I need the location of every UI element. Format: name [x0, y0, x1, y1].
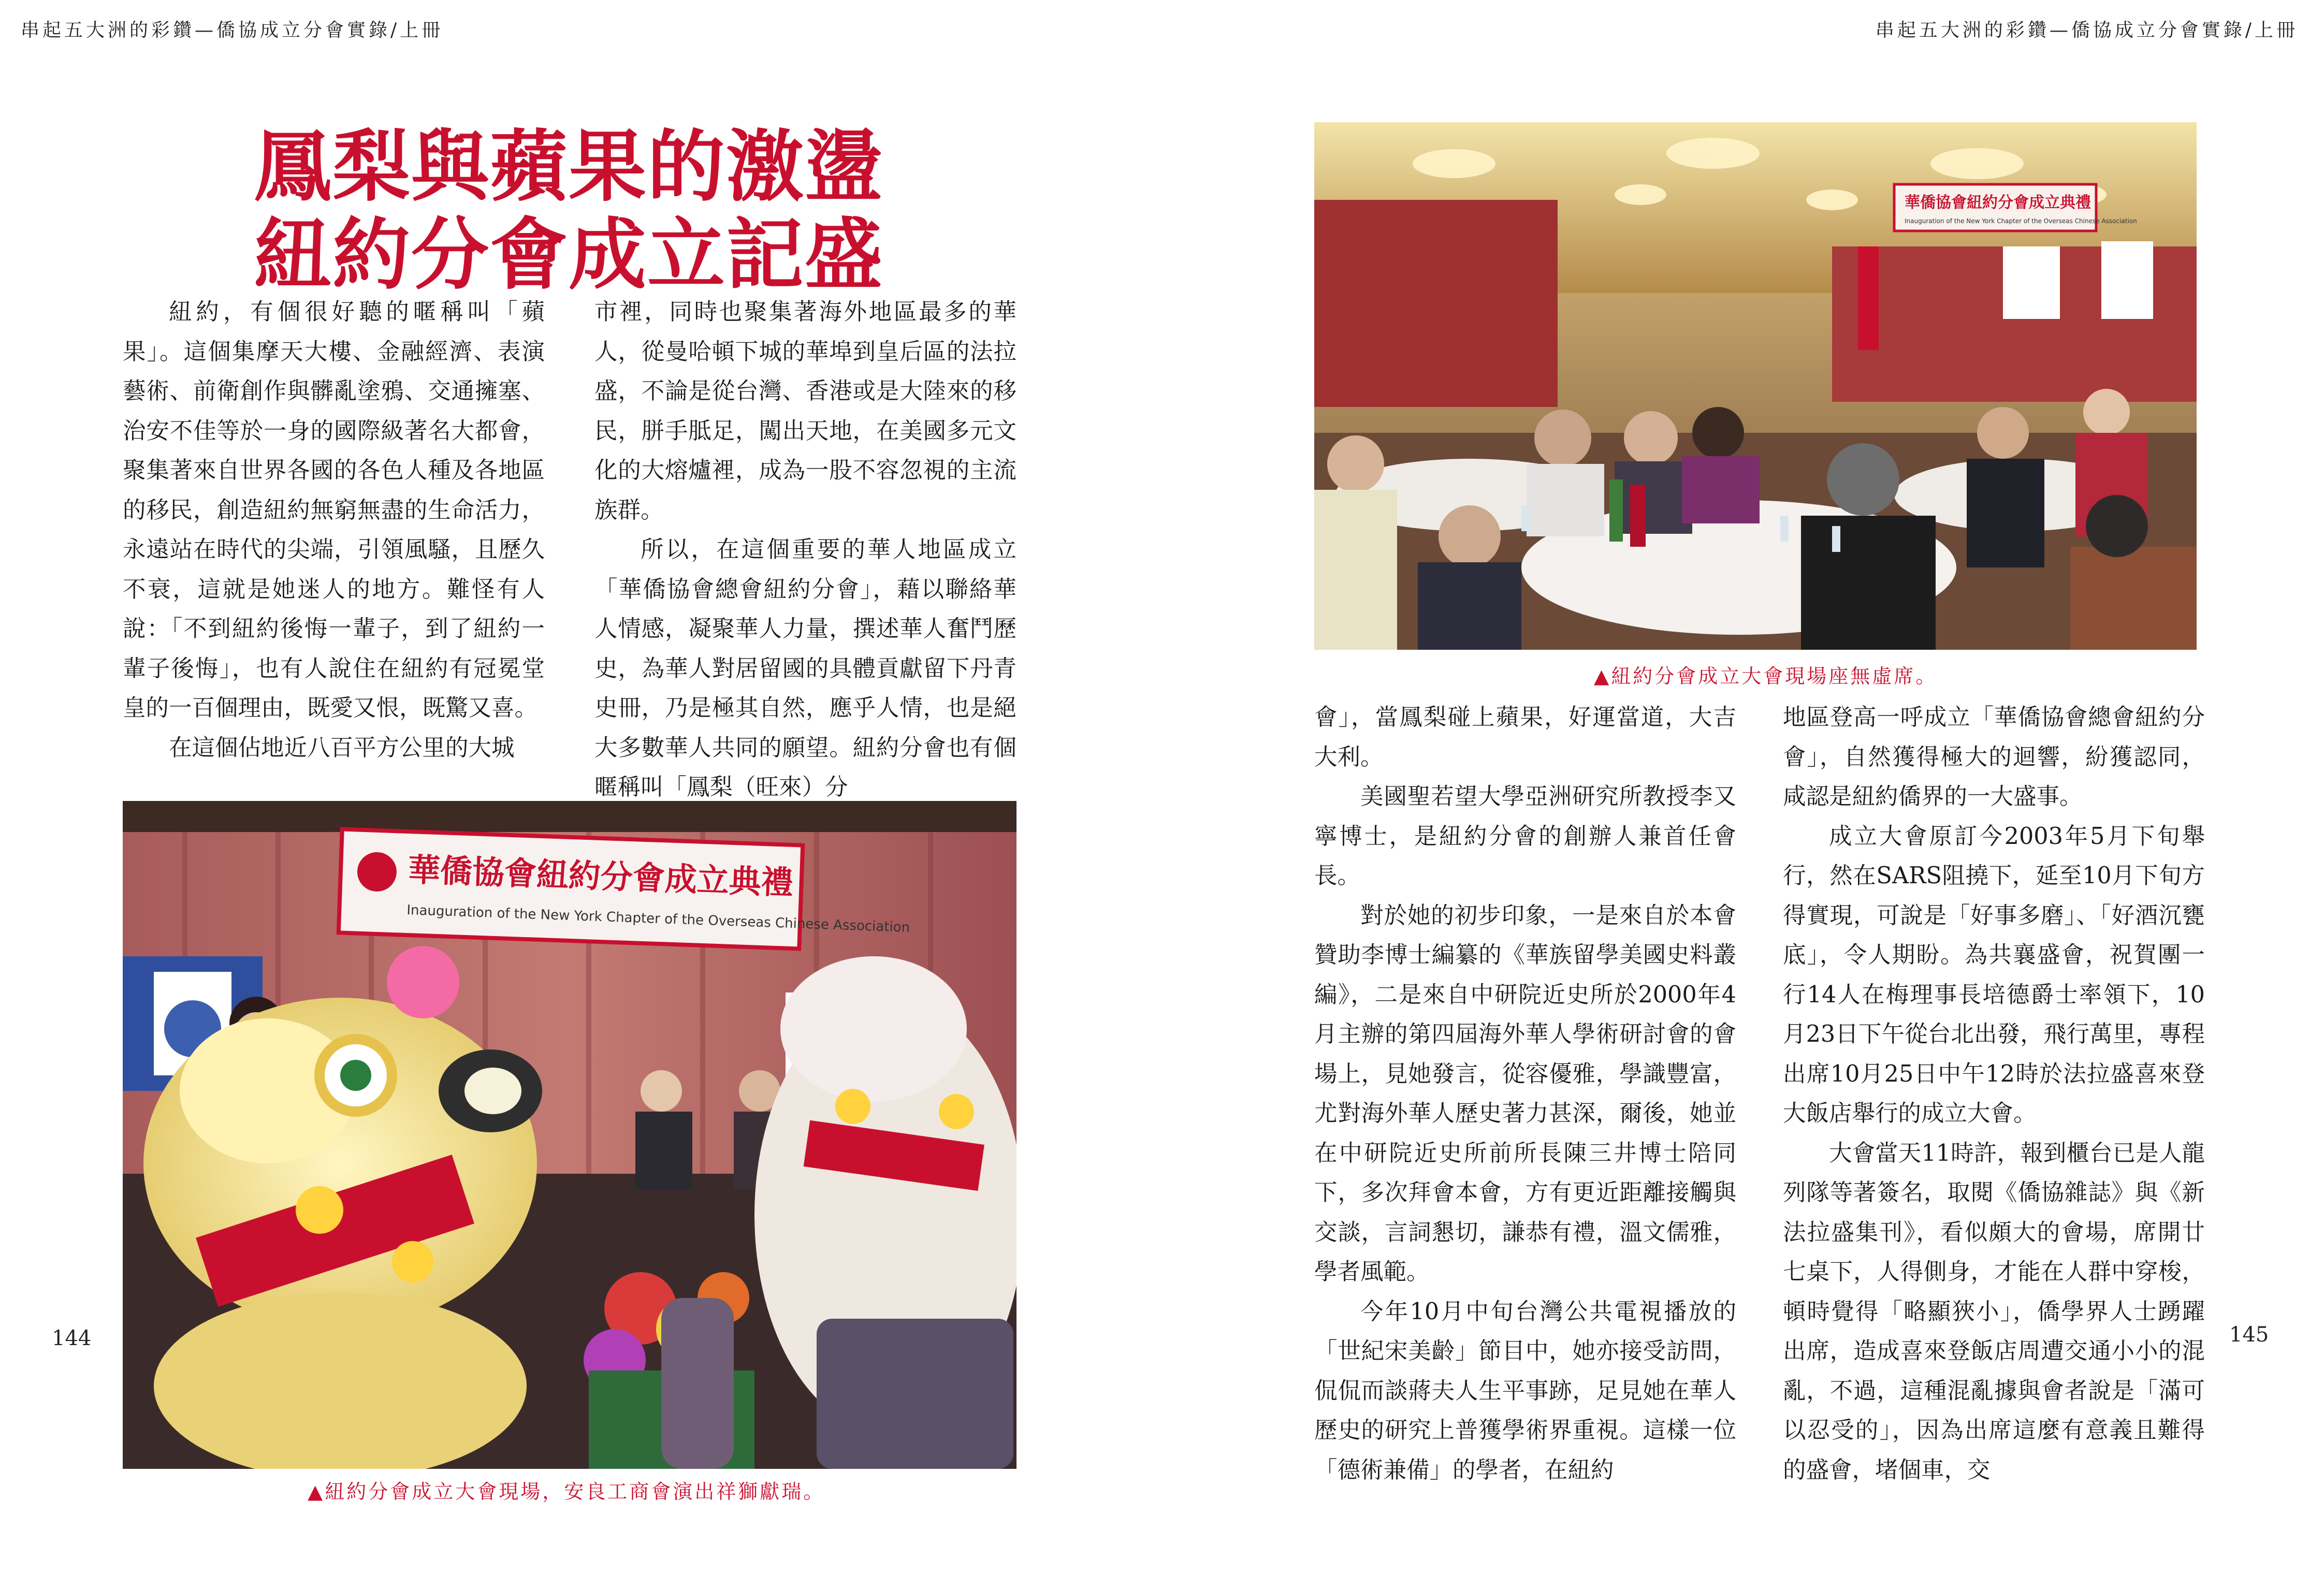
right-column-1 [1314, 698, 1736, 1490]
right-photo-caption: ▲紐約分會成立大會現場座無虛席。 [1594, 665, 1938, 688]
left-column-2 [594, 293, 1016, 808]
paragraph: 今年10月中旬台灣公共電視播放的「世紀宋美齡」節目中，她亦接受訪問，侃侃而談蔣夫人生平事跡，足見她在華人歷史的研究上普獲學術界重視。這樣一位「德術兼備」的學者，在紐約 [1314, 1298, 1736, 1483]
paragraph: 對於她的初步印象，一是來自於本會贊助李博士編纂的《華族留學美國史料叢編》，二是來自中研院近史所於2000年4月主辦的第四屆海外華人學術研討會的會場上，見她發言，從容優雅，學識豐富，尤對海外華人歷史著力甚深，爾後，她並在中研院近史所前所長陳三井博士陪同下，多次拜會本會，方有更近距離接觸與交談，言詞懇切，謙恭有禮，溫文儒雅，學者風範。 [1314, 902, 1736, 1285]
lion-dance-photo [123, 801, 1016, 1469]
paragraph: 在這個佔地近八百平方公里的大城 [169, 734, 515, 761]
title-line-2: 紐約分會成立記盛 [254, 210, 884, 300]
paragraph: 所以，在這個重要的華人地區成立「華僑協會總會紐約分會」，藉以聯絡華人情感，凝聚華人力量，撰述華人奮鬥歷史，為華人對居留國的具體貢獻留下丹青史冊，乃是極其自然，應乎人情，也是絕大多數華人共同的願望。紐約分會也有個暱稱叫「鳳梨（旺來）分 [594, 536, 1016, 800]
paragraph: 會」，當鳳梨碰上蘋果，好運當道，大吉大利。 [1314, 704, 1736, 770]
banquet-hall-photo-art [1314, 122, 2197, 650]
page-number-right: 145 [2229, 1323, 2269, 1347]
paragraph: 大會當天11時許，報到櫃台已是人龍列隊等著簽名，取閱《僑協雜誌》與《新法拉盛集刊》，看似頗大的會場，席開廿七桌下，人得側身，才能在人群中穿梭，頓時覺得「略顯狹小」，僑學界人士踴躍出席，造成喜來登飯店周遭交通小小的混亂，不過，這種混亂據與會者說是「滿可以忍受的」，因為出席這麼有意義且難得的盛會，堵個車，交 [1783, 1140, 2205, 1483]
left-photo-caption: ▲紐約分會成立大會現場，安良工商會演出祥獅獻瑞。 [308, 1480, 825, 1503]
paragraph: 成立大會原訂今2003年5月下旬舉行，然在SARS阻撓下，延至10月下旬方得實現，可說是「好事多磨」、「好酒沉甕底」，令人期盼。為共襄盛會，祝賀團一行14人在梅理事長培德爵士率領下，10月23日下午從台北出發，飛行萬里，專程出席10月25日中午12時於法拉盛喜來登大飯店舉行的成立大會。 [1783, 823, 2205, 1127]
page-number-left: 144 [52, 1326, 92, 1350]
article-title [254, 123, 906, 299]
paragraph: 美國聖若望大學亞洲研究所教授李又寧博士，是紐約分會的創辦人兼首任會長。 [1314, 783, 1736, 889]
paragraph: 紐約，有個很好聽的暱稱叫「蘋果」。這個集摩天大樓、金融經濟、表演藝術、前衛創作與髒亂塗鴉、交通擁塞、治安不佳等於一身的國際級著名大都會，聚集著來自世界各國的各色人種及各地區的移民，創造紐約無窮無盡的生命活力，永遠站在時代的尖端，引領風騷，且歷久不衰，這就是她迷人的地方。難怪有人說：「不到紐約後悔一輩子，到了紐約一輩子後悔」，也有人說住在紐約有冠冕堂皇的一百個理由，既愛又恨，既驚又喜。 [123, 299, 545, 721]
paragraph: 市裡，同時也聚集著海外地區最多的華人，從曼哈頓下城的華埠到皇后區的法拉盛，不論是從台灣、香港或是大陸來的移民，胼手胝足，闖出天地，在美國多元文化的大熔爐裡，成為一股不容忽視的主流族群。 [594, 299, 1016, 523]
left-column-1 [123, 293, 545, 768]
banner-chinese-text: 華僑協會紐約分會成立典禮 [407, 851, 794, 902]
right-column-2 [1783, 698, 2205, 1490]
lion-dance-photo-art [123, 801, 1016, 1469]
title-line-1: 鳳梨與蘋果的激盪 [254, 122, 884, 212]
paragraph: 地區登高一呼成立「華僑協會總會紐約分會」，自然獲得極大的迴響，紛獲認同，咸認是紐約僑界的一大盛事。 [1783, 704, 2205, 810]
right-banner-chinese-text: 華僑協會紐約分會成立典禮 [1905, 194, 2091, 212]
running-head-right: 串起五大洲的彩鑽—僑協成立分會實錄/上冊 [1875, 20, 2298, 41]
running-head-left: 串起五大洲的彩鑽—僑協成立分會實錄/上冊 [21, 20, 444, 41]
banquet-hall-photo [1314, 122, 2197, 650]
banner-english-text: Inauguration of the New York Chapter of the Overseas Chinese Association [406, 902, 910, 936]
right-banner-english-text: Inauguration of the New York Chapter of the Overseas Chinese Association [1905, 217, 2137, 225]
